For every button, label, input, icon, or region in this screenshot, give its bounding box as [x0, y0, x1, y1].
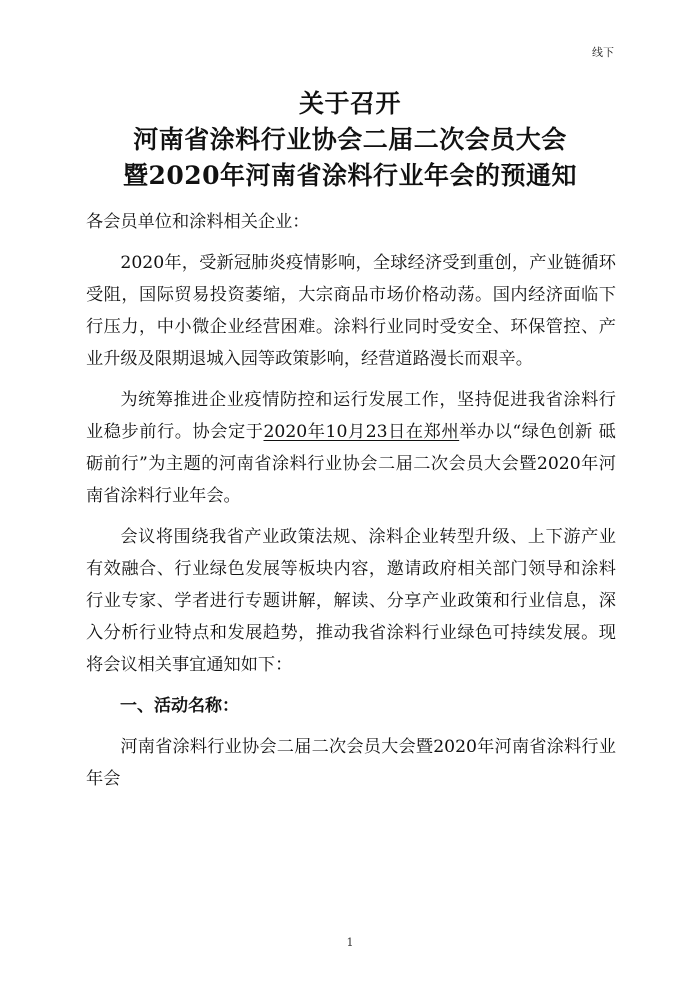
- paragraph-meeting-announcement: [86, 384, 616, 512]
- title-line-1: 关于召开: [298, 89, 401, 118]
- paragraph-meeting-text-before: 为统筹推进企业疫情防控和运行发展工作，坚持促进我省涂料行业稳步前行。协会定于: [86, 390, 616, 442]
- title-line-2: 河南省涂料行业协会二届二次会员大会: [133, 125, 567, 154]
- salutation: 各会员单位和涂料相关企业：: [86, 212, 310, 232]
- activity-name-text: 河南省涂料行业协会二届二次会员大会暨2020年河南省涂料行业年会: [86, 737, 616, 789]
- meeting-date-location: 2020年10月23日在郑州: [263, 422, 460, 442]
- section-heading-activity-name: 一、活动名称：: [120, 696, 239, 716]
- paragraph-background: 2020年，受新冠肺炎疫情影响，全球经济受到重创，产业链循环受阻，国际贸易投资萎缩，大宗商品市场价格动荡。国内经济面临下行压力，中小微企业经营困难。涂料行业同时受安全、环保管控、产业升级及限期退城入园等政策影响，经营道路漫长而艰辛。: [86, 253, 616, 369]
- document-body: [86, 206, 616, 804]
- paragraph-meeting-text-after: 举办以“绿色创新 砥砺前行”为主题的河南省涂料行业协会二届二次会员大会暨2020年河南省涂料行业年会。: [86, 422, 616, 506]
- document-title: [0, 86, 700, 194]
- paragraph-meeting-content: 会议将围绕我省产业政策法规、涂料企业转型升级、上下游产业有效融合、行业绿色发展等板块内容，邀请政府相关部门领导和涂料行业专家、学者进行专题讲解，解读、分享产业政策和行业信息，深入分析行业特点和发展趋势，推动我省涂料行业绿色可持续发展。现将会议相关事宜通知如下：: [86, 527, 616, 675]
- page-number: 1: [346, 936, 354, 949]
- title-line-3: 暨2020年河南省涂料行业年会的预通知: [122, 161, 578, 190]
- corner-tag: 线下: [592, 46, 614, 59]
